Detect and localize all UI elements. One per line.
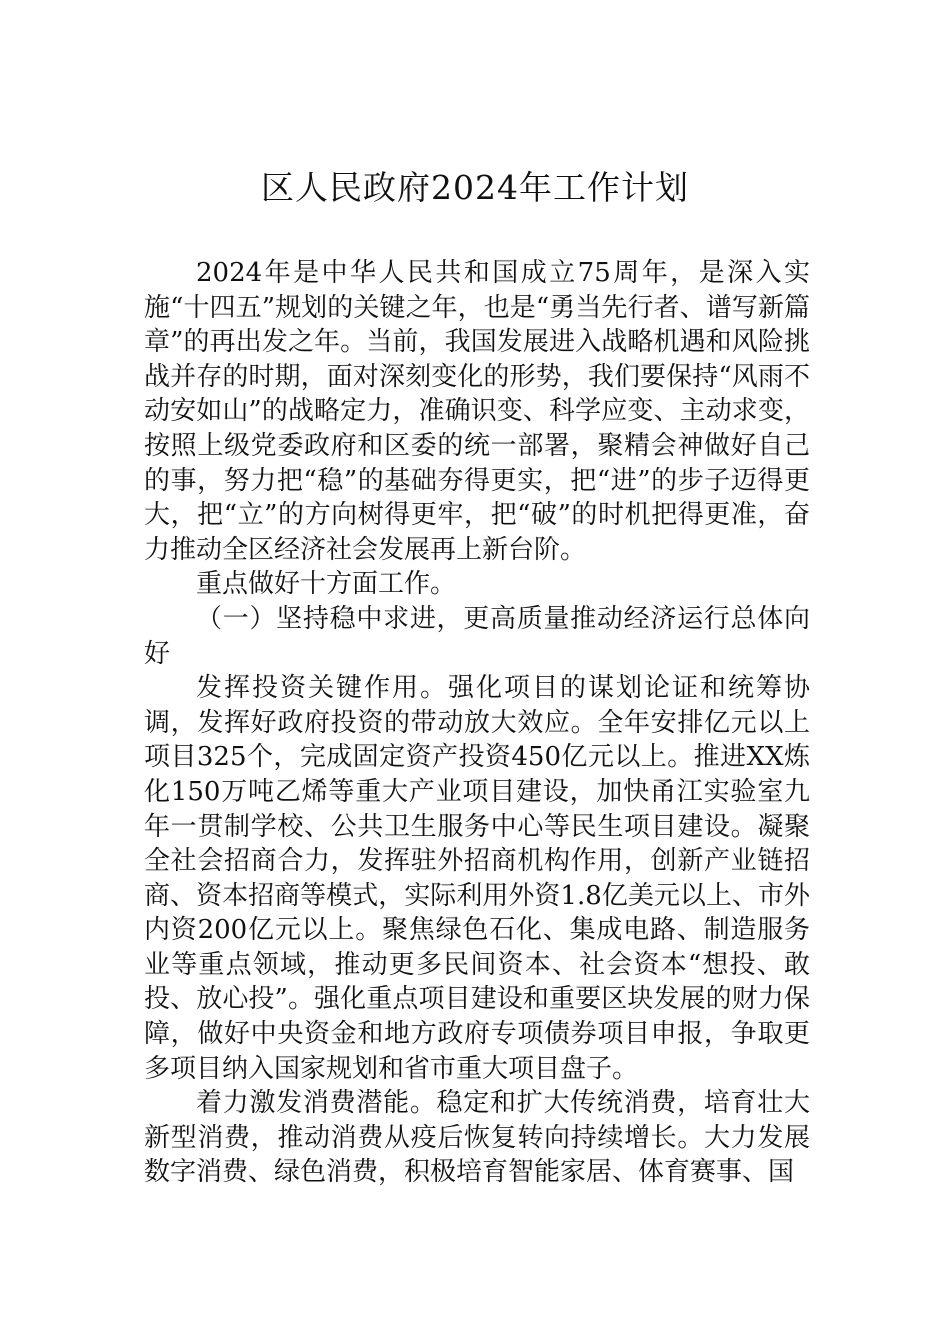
section-heading: （一）坚持稳中求进，更高质量推动经济运行总体向好: [144, 603, 810, 669]
overview-paragraph: 重点做好十方面工作。: [196, 569, 457, 600]
intro-paragraph: 2024年是中华人民共和国成立75周年，是深入实施“十四五”规划的关键之年，也是“勇当先行者、谱写新篇章”的再出发之年。当前，我国发展进入战略机遇和风险挑战并存的时期，面对深刻变化的形势，我们要保持“风雨不动安如山”的战略定力，准确识变、科学应变、主动求变，按照上级党委政府和区委的统一部署，聚精会神做好自己的事，努力把“稳”的基础夯得更实，把“进”的步子迈得更大，把“立”的方向树得更牢，把“破”的时机把得更准，奋力推动全区经济社会发展再上新台阶。: [144, 258, 810, 565]
document-title: 区人民政府2024年工作计划: [261, 168, 689, 207]
document-body: [144, 256, 810, 1190]
consumption-paragraph: 着力激发消费潜能。稳定和扩大传统消费，培育壮大新型消费，推动消费从疫后恢复转向持续增长。大力发展数字消费、绿色消费，积极培育智能家居、体育赛事、国: [144, 1088, 810, 1188]
investment-paragraph: 发挥投资关键作用。强化项目的谋划论证和统筹协调，发挥好政府投资的带动放大效应。全年安排亿元以上项目325个，完成固定资产投资450亿元以上。推进XX炼化150万吨乙烯等重大产业项目建设，加快甬江实验室九年一贯制学校、公共卫生服务中心等民生项目建设。凝聚全社会招商合力，发挥驻外招商机构作用，创新产业链招商、资本招商等模式，实际利用外资1.8亿美元以上、市外内资200亿元以上。聚焦绿色石化、集成电路、制造服务业等重点领域，推动更多民间资本、社会资本“想投、敢投、放心投”。强化重点项目建设和重要区块发展的财力保障，做好中央资金和地方政府专项债券项目申报，争取更多项目纳入国家规划和省市重大项目盘子。: [144, 673, 810, 1084]
